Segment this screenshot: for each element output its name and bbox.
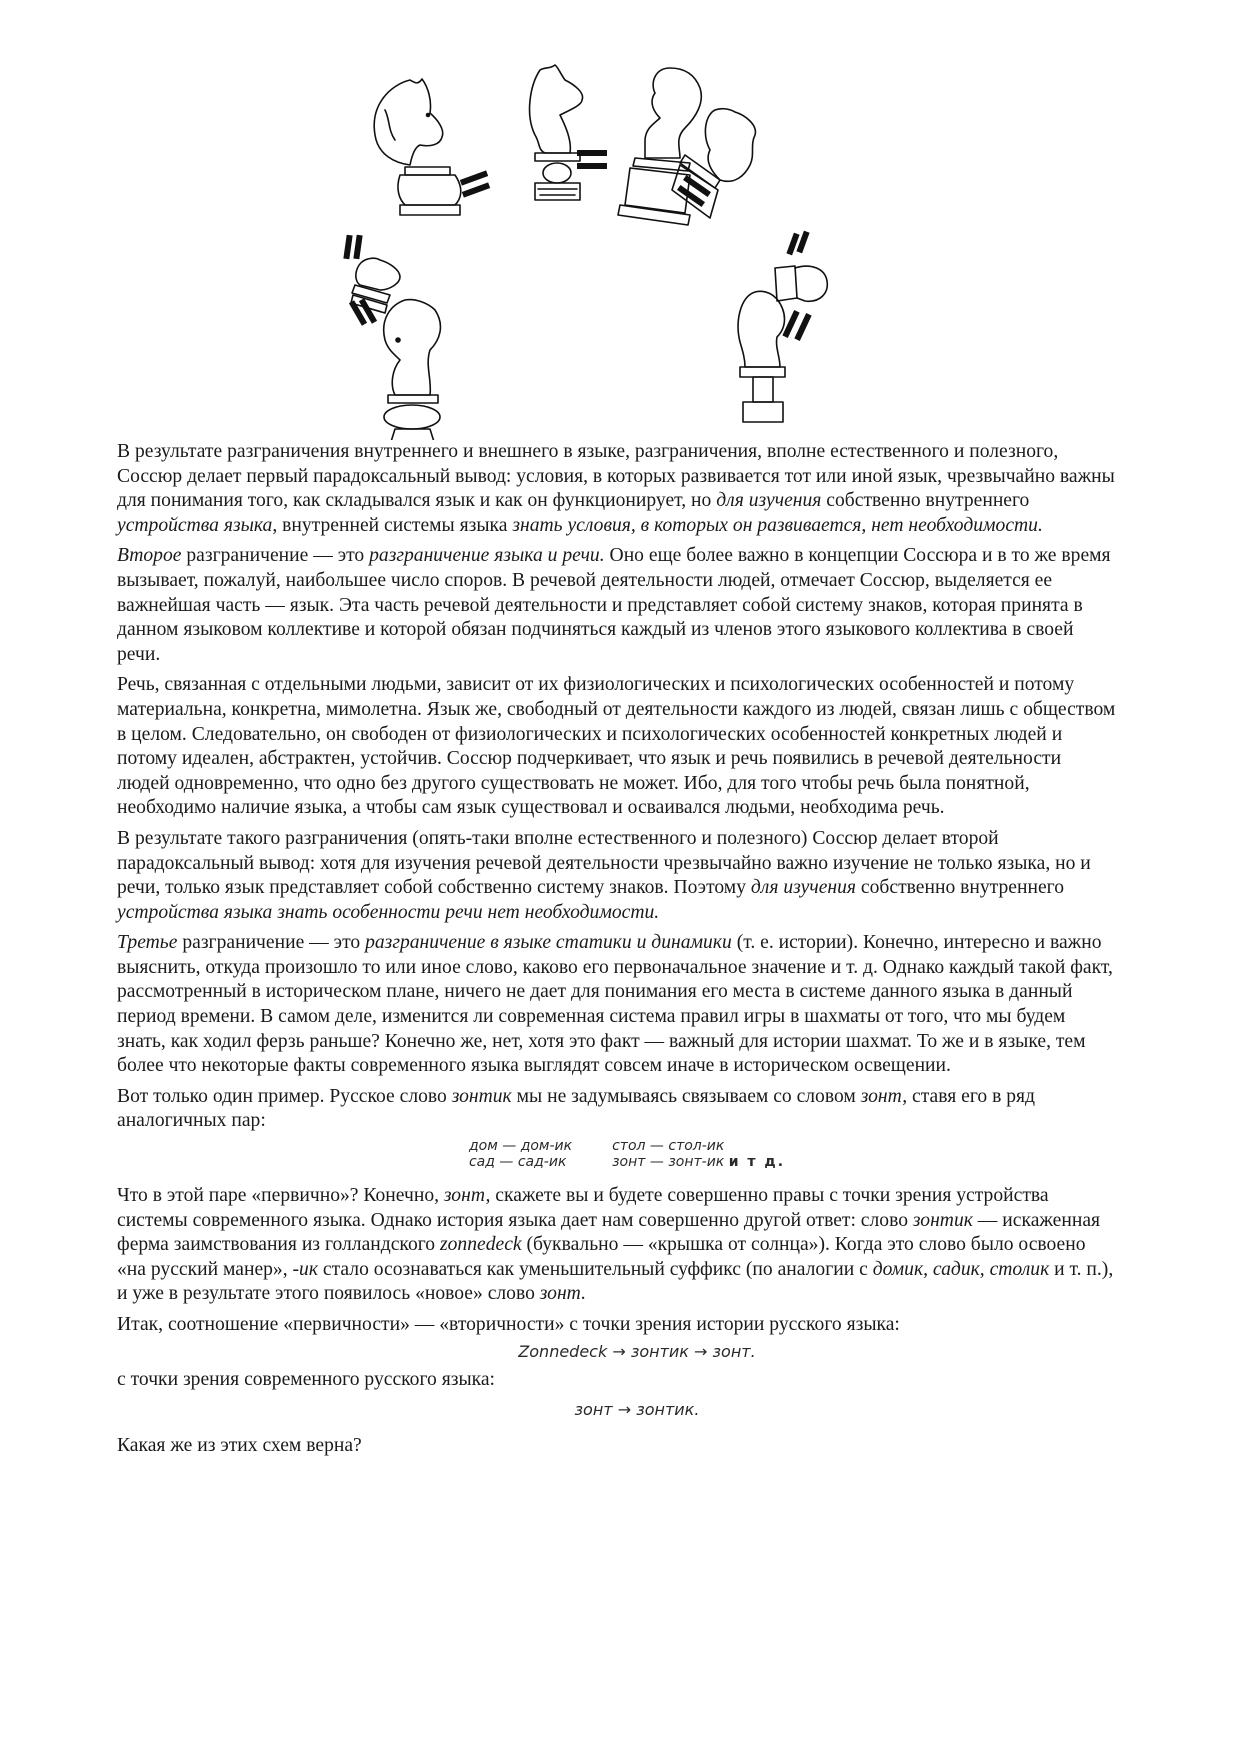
pair-zont: зонт — зонт-ик и т д. <box>612 1154 786 1171</box>
italic-term: зонтик <box>451 1085 512 1107</box>
text-run: В результате такого разграничения (опять-таки вполне естественного и полезного) Соссюр делает второй парадоксальный вывод: хотя для изучения речевой деятельности чрезвычайно важно изучение не только языка, но и речи, только язык представляет собой собственно систему знаков. Поэтому <box>117 827 1091 899</box>
knight-2 <box>530 65 583 200</box>
italic-term: устройства языка <box>117 514 273 536</box>
italic-term: zonnedeck <box>440 1234 522 1256</box>
italic-term: -ик <box>292 1258 319 1280</box>
italic-term: домик, садик, столик <box>872 1258 1050 1280</box>
knight-5 <box>351 258 400 313</box>
italic-term: зонт, <box>860 1085 908 1107</box>
scheme-modern: зонт → зонтик. <box>574 1400 700 1420</box>
paragraph-4-second-conclusion <box>117 827 1117 925</box>
text-run: , внутренней системы языка <box>272 514 513 536</box>
italic-term: разграничение языка и речи. <box>369 545 605 567</box>
pairs-column-1 <box>469 1138 572 1170</box>
text-run: стало осознаваться как уменьшительный суффикс (по аналогии с <box>318 1258 873 1280</box>
italic-term: устройства языка знать особенности речи нет необходимости. <box>117 901 660 923</box>
paragraph-7-zontik-history <box>117 1184 1117 1307</box>
chess-knights-illustration <box>340 55 910 440</box>
italic-term: для изучения <box>750 877 857 899</box>
text-run: собственно внутреннего <box>856 877 1064 899</box>
italic-term: зонтик <box>912 1209 973 1231</box>
scheme-historical: Zonnedeck → зонтик → зонт. <box>518 1341 756 1361</box>
pair-stol: стол — стол-ик <box>612 1138 725 1155</box>
text-run: (буквально — «крышка от солнца»). Когда это слово было освоено «на русский манер», <box>117 1234 1086 1280</box>
text-run: разграничение — это <box>181 545 370 567</box>
text-run: — искаженная ферма заимствования из голландского <box>117 1209 1101 1256</box>
paragraph-8-primary-secondary <box>117 1313 1117 1338</box>
italic-term: знать условия, в которых он развивается, нет необходимости. <box>512 514 1043 536</box>
pair-dom: дом — дом-ик <box>468 1138 573 1155</box>
pairs-etc: и т д. <box>728 1154 786 1171</box>
knight-7 <box>384 300 441 440</box>
text-run: мы не задумываясь связываем со словом <box>511 1085 861 1107</box>
italic-term: зонт, <box>443 1185 491 1207</box>
italic-term: Второе <box>117 545 182 567</box>
text-run: Итак, соотношение «первичности» — «вторичности» с точки зрения истории русского языка: <box>117 1314 900 1335</box>
pairs-column-2 <box>612 1138 785 1170</box>
text-run: Вот только один пример. Русское слово <box>117 1085 452 1107</box>
paragraph-1 <box>117 440 1117 538</box>
text-run: Оно еще более важно в концепции Соссюра и в то же время вызывает, пожалуй, наибольшее число споров. В речевой деятельности людей, отмечает Соссюр, выделяется ее важнейшая часть — язык. Эта часть речевой деятельности и представляет собой систему знаков, которая принята в данном языковом коллективе и которой обязан подчиняться каждый из членов этого языкового коллектива в своей речи. <box>117 545 1111 665</box>
text-run: В результате разграничения внутреннего и внешнего в языке, разграничения, вполне естественного и полезного, Соссюр делает первый парадоксальный вывод: условия, в которых развивается тот или иной язык, чрезвычайно важны для понимания того, как складывался язык и как он функционирует, но <box>117 441 1115 512</box>
text-run: и т. п.), и уже в результате этого появилось «новое» слово <box>117 1258 1114 1305</box>
paragraph-2-speech-language <box>117 544 1117 667</box>
knight-1 <box>374 79 461 215</box>
italic-term: для изучения <box>716 490 822 512</box>
text-run: собственно внутреннего <box>821 490 1030 512</box>
document-body <box>117 440 1117 1465</box>
paragraph-3-speech <box>117 673 1117 821</box>
knight-8 <box>738 291 785 422</box>
italic-term: разграничение в языке статики и динамики <box>365 932 732 954</box>
text-run: разграничение — это <box>177 932 366 954</box>
final-question: Какая же из этих схем верна? <box>117 1435 362 1457</box>
italic-term: зонт. <box>539 1283 586 1305</box>
text-run: Что в этой паре «первично»? Конечно, <box>117 1185 444 1207</box>
pair-sad: сад — сад-ик <box>468 1154 567 1171</box>
paragraph-6-example <box>117 1085 1117 1134</box>
modern-intro: с точки зрения современного русского языка: <box>117 1368 495 1390</box>
text-run: ставя его в ряд аналогичных пар: <box>117 1085 1036 1132</box>
italic-term: Третье <box>117 932 178 954</box>
knight-4 <box>672 109 755 218</box>
paragraph-5-statics-dynamics <box>117 931 1117 1079</box>
analogous-pairs <box>117 1138 1117 1170</box>
text-run: скажете вы и будете совершенно правы с точки зрения устройства системы современного языка. Однако история языка дает нам совершенно другой ответ: слово <box>117 1185 1049 1231</box>
knight-6 <box>775 266 827 301</box>
text-run: (т. е. истории). Конечно, интересно и важно выяснить, откуда произошло то или иное слово, каково его первоначальное значение и т. д. Однако каждый такой факт, рассмотренный в историческом плане, ничего не дает для понимания его места в системе данного языка в данный период времени. В самом деле, изменится ли современная система правил игры в шахматы от того, что мы будем знать, как ходил ферзь раньше? Конечно же, нет, хотя это факт — важный для истории шахмат. То же и в языке, тем более что некоторые факты современного языка выглядят совсем иначе в историческом освещении. <box>117 932 1113 1077</box>
text-run: Речь, связанная с отдельными людьми, зависит от их физиологических и психологических особенностей и потому материальна, конкретна, мимолетна. Язык же, свободный от деятельности каждого из людей, связан лишь с обществом в целом. Следовательно, он свободен от физиологических и психологических особенностей конкретных людей и потому идеален, абстрактен, устойчив. Соссюр подчеркивает, что язык и речь появились в речевой деятельности людей одновременно, что одно без другого существовать не может. Ибо, для того чтобы речь была понятной, необходимо наличие языка, а чтобы сам язык существовал и осваивался людьми, необходима речь. <box>117 674 1116 819</box>
